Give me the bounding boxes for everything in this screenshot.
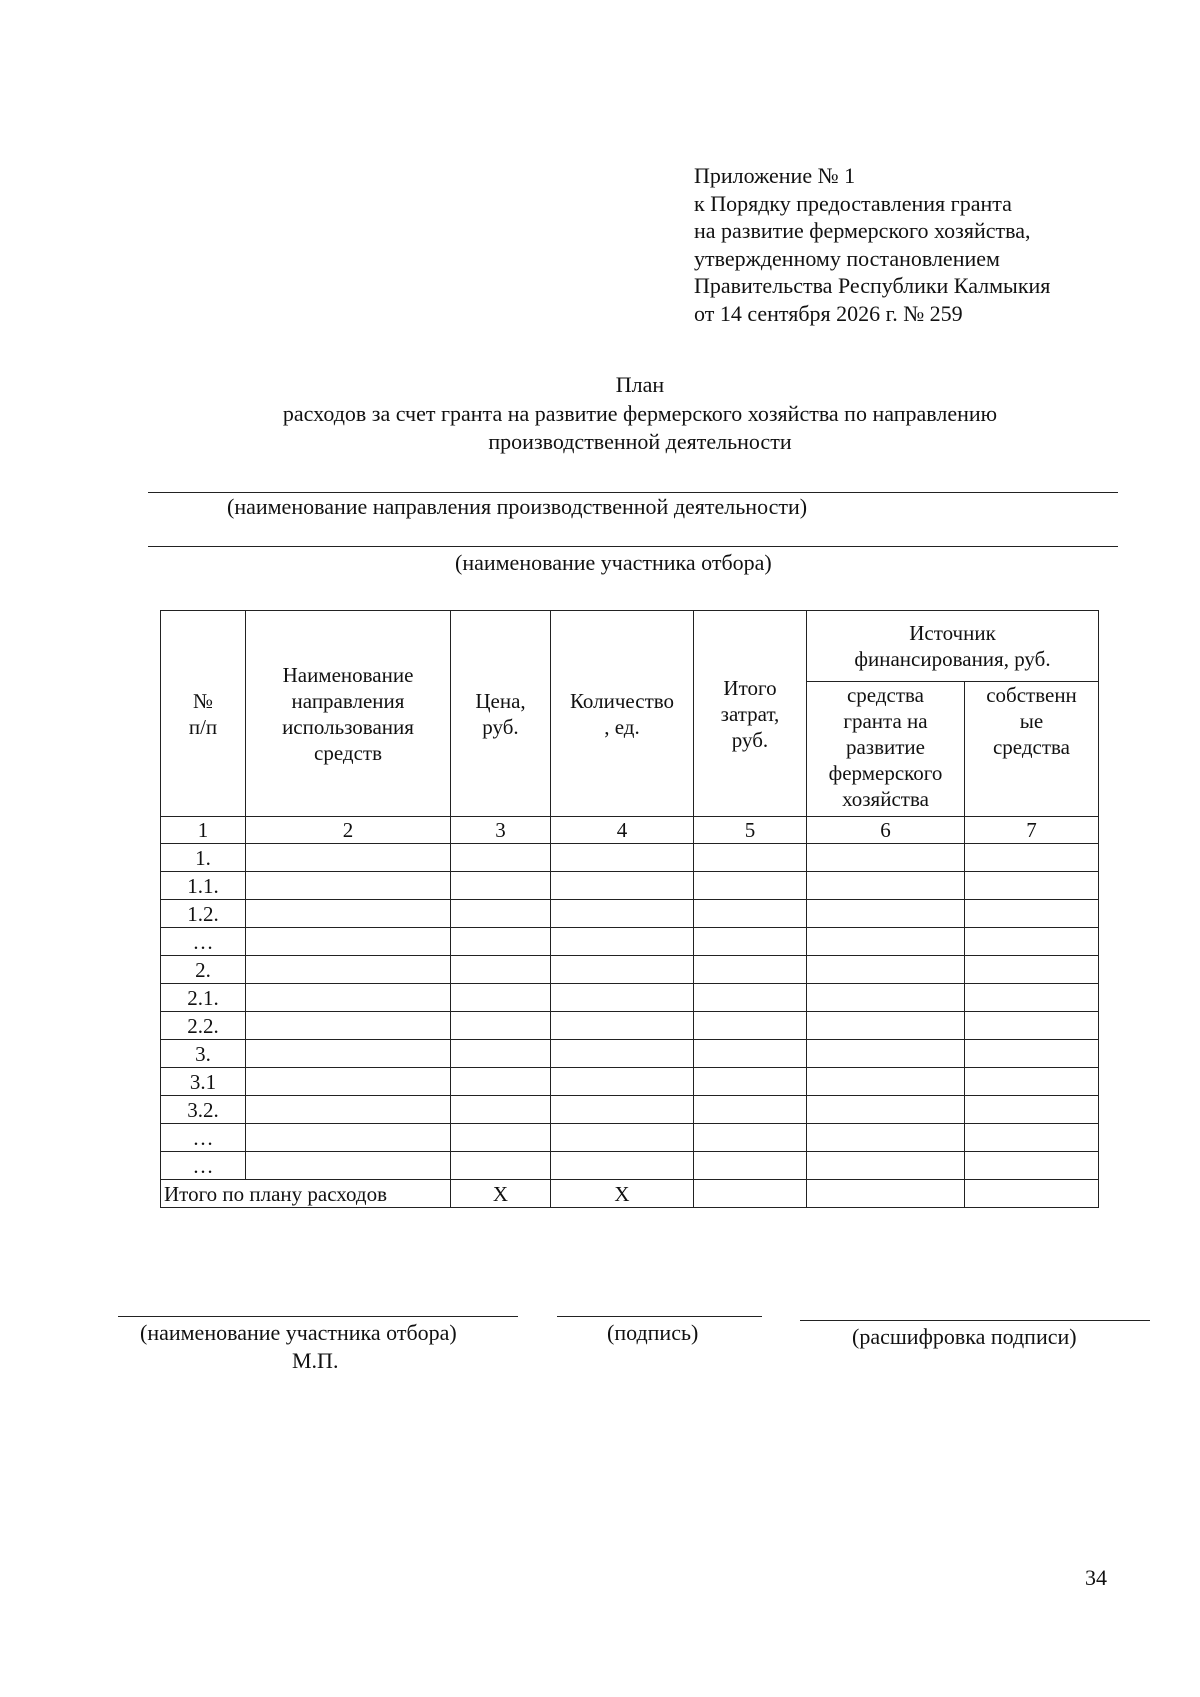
- table-cell[interactable]: [965, 928, 1099, 956]
- table-cell[interactable]: [965, 1012, 1099, 1040]
- table-cell[interactable]: [694, 844, 807, 872]
- table-cell[interactable]: [551, 984, 694, 1012]
- table-cell[interactable]: [807, 1152, 965, 1180]
- table-cell[interactable]: [807, 1096, 965, 1124]
- table-cell[interactable]: [807, 1012, 965, 1040]
- table-cell[interactable]: [246, 1012, 451, 1040]
- participant-signature-line: [118, 1316, 518, 1317]
- column-number: 1: [161, 817, 246, 844]
- table-cell[interactable]: [694, 1040, 807, 1068]
- table-cell[interactable]: [246, 872, 451, 900]
- table-cell[interactable]: [451, 1152, 551, 1180]
- table-cell[interactable]: [551, 1152, 694, 1180]
- table-cell[interactable]: [551, 956, 694, 984]
- appendix-line: к Порядку предоставления гранта: [694, 190, 1012, 216]
- table-cell[interactable]: [694, 900, 807, 928]
- table-cell[interactable]: [451, 900, 551, 928]
- table-cell[interactable]: [694, 1124, 807, 1152]
- col-header-total-cost: Итого затрат, руб.: [694, 611, 807, 817]
- column-number: 5: [694, 817, 807, 844]
- table-row: [161, 1012, 1099, 1040]
- table-cell[interactable]: [246, 928, 451, 956]
- appendix-line: от 14 сентября 2026 г. № 259: [694, 300, 963, 326]
- table-cell[interactable]: [965, 844, 1099, 872]
- column-number: 6: [807, 817, 965, 844]
- table-row: [161, 900, 1099, 928]
- table-row: [161, 1068, 1099, 1096]
- total-row-label: Итого по плану расходов: [161, 1180, 451, 1208]
- table-row: [161, 872, 1099, 900]
- table-cell[interactable]: [246, 1068, 451, 1096]
- table-row: [161, 928, 1099, 956]
- table-cell[interactable]: [451, 1096, 551, 1124]
- table-cell[interactable]: [807, 928, 965, 956]
- table-cell[interactable]: [551, 1096, 694, 1124]
- row-number: …: [161, 928, 246, 956]
- row-number: …: [161, 1124, 246, 1152]
- table-cell[interactable]: [451, 1068, 551, 1096]
- table-cell[interactable]: [965, 1068, 1099, 1096]
- total-row-cost-cell[interactable]: [694, 1180, 807, 1208]
- col-header-funding-source: Источник финансирования, руб.: [807, 611, 1099, 682]
- stamp-placeholder: М.П.: [292, 1348, 339, 1373]
- table-row: [161, 844, 1099, 872]
- row-number: 3.2.: [161, 1096, 246, 1124]
- row-number: 1.2.: [161, 900, 246, 928]
- table-cell[interactable]: [965, 872, 1099, 900]
- table-cell[interactable]: [807, 956, 965, 984]
- column-number-row: [161, 817, 1099, 844]
- total-row: [161, 1180, 1099, 1208]
- col-header-num: № п/п: [161, 611, 246, 817]
- row-number: 2.2.: [161, 1012, 246, 1040]
- table-cell[interactable]: [807, 984, 965, 1012]
- total-row-own-cell[interactable]: [965, 1180, 1099, 1208]
- participant-fill-line: [148, 546, 1118, 547]
- table-cell[interactable]: [694, 928, 807, 956]
- table-row: [161, 1124, 1099, 1152]
- signature-caption: (подпись): [607, 1320, 699, 1345]
- col-header-price: Цена, руб.: [451, 611, 551, 817]
- table-cell[interactable]: [246, 956, 451, 984]
- expense-plan-table: [160, 610, 1099, 1208]
- col-header-own-funds: собственн ые средства: [965, 682, 1099, 817]
- table-cell[interactable]: [246, 900, 451, 928]
- table-cell[interactable]: [451, 956, 551, 984]
- row-number: …: [161, 1152, 246, 1180]
- table-cell[interactable]: [807, 1124, 965, 1152]
- table-cell[interactable]: [451, 1012, 551, 1040]
- table-cell[interactable]: [246, 1124, 451, 1152]
- table-cell[interactable]: [807, 1040, 965, 1068]
- participant-caption: (наименование участника отбора): [455, 550, 772, 575]
- appendix-line: на развитие фермерского хозяйства,: [694, 218, 1031, 243]
- table-cell[interactable]: [551, 1012, 694, 1040]
- document-title: План: [615, 372, 665, 397]
- row-number: 1.1.: [161, 872, 246, 900]
- table-row: [161, 1040, 1099, 1068]
- table-cell[interactable]: [451, 872, 551, 900]
- total-row-price: X: [451, 1180, 551, 1208]
- table-row: [161, 1152, 1099, 1180]
- table-cell[interactable]: [694, 984, 807, 1012]
- table-cell[interactable]: [246, 1152, 451, 1180]
- table-cell[interactable]: [551, 1068, 694, 1096]
- page-number: 34: [1085, 1565, 1107, 1590]
- table-cell[interactable]: [694, 872, 807, 900]
- table-cell[interactable]: [451, 1040, 551, 1068]
- table-cell[interactable]: [246, 984, 451, 1012]
- table-cell[interactable]: [451, 984, 551, 1012]
- table-row: [161, 1096, 1099, 1124]
- signature-participant-caption: (наименование участника отбора): [140, 1320, 457, 1345]
- table-cell[interactable]: [246, 844, 451, 872]
- column-number: 4: [551, 817, 694, 844]
- table-header-row: [161, 611, 1099, 682]
- table-cell[interactable]: [246, 1096, 451, 1124]
- table-body: [161, 844, 1099, 1180]
- table-cell[interactable]: [246, 1040, 451, 1068]
- appendix-line: Правительства Республики Калмыкия: [694, 273, 1051, 298]
- appendix-line: Приложение № 1: [694, 163, 856, 188]
- document-subtitle-line1: расходов за счет гранта на развитие фермерского хозяйства по направлению: [282, 401, 998, 426]
- decoding-line: [800, 1320, 1150, 1321]
- total-row-quantity: X: [551, 1180, 694, 1208]
- table-cell[interactable]: [551, 844, 694, 872]
- row-number: 3.: [161, 1040, 246, 1068]
- table-cell[interactable]: [965, 984, 1099, 1012]
- document-subtitle-line2: производственной деятельности: [488, 429, 792, 454]
- appendix-line: утвержденному постановлением: [694, 245, 1000, 271]
- table-cell[interactable]: [451, 928, 551, 956]
- table-cell[interactable]: [807, 844, 965, 872]
- direction-caption: (наименование направления производственной деятельности): [227, 494, 808, 519]
- table-cell[interactable]: [807, 900, 965, 928]
- table-cell[interactable]: [965, 1040, 1099, 1068]
- direction-fill-line: [148, 492, 1118, 493]
- signature-line: [557, 1316, 762, 1317]
- table-row: [161, 984, 1099, 1012]
- table-cell[interactable]: [965, 900, 1099, 928]
- table-cell[interactable]: [694, 1152, 807, 1180]
- row-number: 2.: [161, 956, 246, 984]
- table-row: [161, 956, 1099, 984]
- table-cell[interactable]: [807, 1068, 965, 1096]
- table-cell[interactable]: [965, 1096, 1099, 1124]
- col-header-grant-funds: средства гранта на развитие фермерского хозяйства: [807, 682, 965, 817]
- column-number: 2: [246, 817, 451, 844]
- table-cell[interactable]: [965, 956, 1099, 984]
- table-cell[interactable]: [694, 1012, 807, 1040]
- table-cell[interactable]: [451, 844, 551, 872]
- row-number: 3.1: [161, 1068, 246, 1096]
- table-cell[interactable]: [451, 1124, 551, 1152]
- column-number: 3: [451, 817, 551, 844]
- col-header-name: Наименование направления использования средств: [246, 611, 451, 817]
- table-cell[interactable]: [551, 928, 694, 956]
- table-cell[interactable]: [965, 1152, 1099, 1180]
- column-number: 7: [965, 817, 1099, 844]
- row-number: 1.: [161, 844, 246, 872]
- table-cell[interactable]: [694, 956, 807, 984]
- table-cell[interactable]: [694, 1068, 807, 1096]
- row-number: 2.1.: [161, 984, 246, 1012]
- table-cell[interactable]: [807, 872, 965, 900]
- signature-decoding-caption: (расшифровка подписи): [852, 1324, 1077, 1349]
- table-cell[interactable]: [551, 1124, 694, 1152]
- total-row-grant-cell[interactable]: [807, 1180, 965, 1208]
- table-cell[interactable]: [965, 1124, 1099, 1152]
- appendix-block: [694, 162, 1050, 327]
- table-cell[interactable]: [551, 900, 694, 928]
- table-cell[interactable]: [551, 1040, 694, 1068]
- table-cell[interactable]: [551, 872, 694, 900]
- table-cell[interactable]: [694, 1096, 807, 1124]
- col-header-quantity: Количество , ед.: [551, 611, 694, 817]
